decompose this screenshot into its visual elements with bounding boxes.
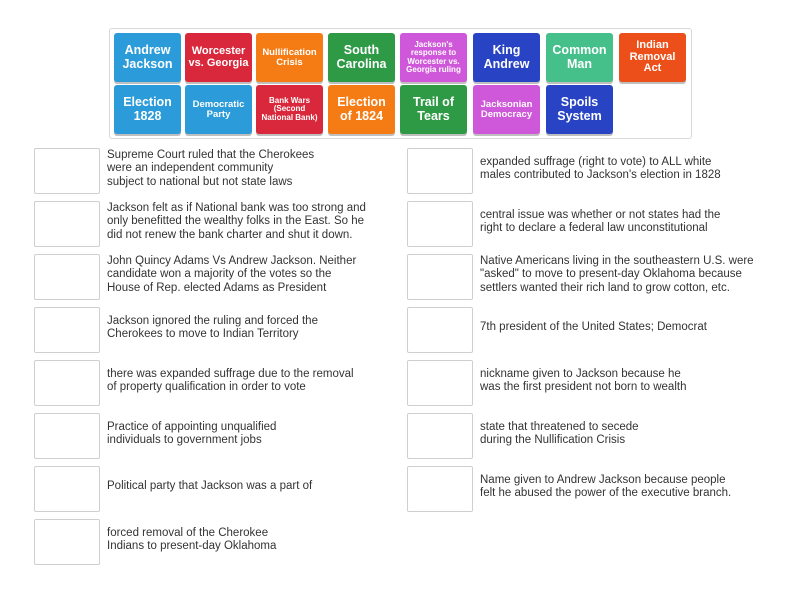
tile-label: Trail of Tears bbox=[413, 95, 454, 123]
tile-label: Spoils System bbox=[557, 95, 602, 123]
definition-left-8: forced removal of the Cherokee Indians to present-day Oklahoma bbox=[107, 526, 277, 552]
definition-left-3: John Quincy Adams Vs Andrew Jackson. Neither candidate won a majority of the votes so the House of Rep. elected Adams as President bbox=[107, 254, 357, 294]
drop-slot-left-3[interactable] bbox=[34, 254, 100, 300]
drop-slot-right-4[interactable] bbox=[407, 307, 473, 353]
definition-right-5: nickname given to Jackson because he was the first president not born to wealth bbox=[480, 367, 687, 393]
drop-slot-left-1[interactable] bbox=[34, 148, 100, 194]
tile-south-carolina[interactable] bbox=[328, 33, 395, 82]
tile-jacksonian-democracy[interactable] bbox=[473, 85, 540, 134]
tile-jacksons-response[interactable] bbox=[400, 33, 467, 82]
definition-left-2: Jackson felt as if National bank was too strong and only benefitted the wealthy folks in the East. So he did not renew the bank charter and shut it down. bbox=[107, 201, 366, 241]
tile-label: Jacksonian Democracy bbox=[480, 98, 533, 120]
tile-label: Indian Removal Act bbox=[629, 39, 676, 75]
tile-label: Election 1828 bbox=[123, 95, 172, 123]
drop-slot-left-6[interactable] bbox=[34, 413, 100, 459]
definition-right-3: Native Americans living in the southeastern U.S. were "asked" to move to present-day Oklahoma because settlers wanted their rich land to grow cotton, etc. bbox=[480, 254, 754, 294]
drop-slot-right-5[interactable] bbox=[407, 360, 473, 406]
drop-slot-left-7[interactable] bbox=[34, 466, 100, 512]
definition-right-4: 7th president of the United States; Democrat bbox=[480, 321, 707, 334]
tile-label: South Carolina bbox=[336, 43, 387, 71]
tile-andrew-jackson[interactable] bbox=[114, 33, 181, 82]
drop-slot-right-6[interactable] bbox=[407, 413, 473, 459]
drop-slot-right-1[interactable] bbox=[407, 148, 473, 194]
tile-election-1828[interactable] bbox=[114, 85, 181, 134]
tile-nullification-crisis[interactable] bbox=[256, 33, 323, 82]
drop-slot-right-2[interactable] bbox=[407, 201, 473, 247]
drop-slot-left-5[interactable] bbox=[34, 360, 100, 406]
tile-spoils-system[interactable] bbox=[546, 85, 613, 134]
drop-slot-left-8[interactable] bbox=[34, 519, 100, 565]
tile-worcester-vs-georgia[interactable] bbox=[185, 33, 252, 82]
tile-indian-removal-act[interactable] bbox=[619, 33, 686, 82]
tile-election-of-1824[interactable] bbox=[328, 85, 395, 134]
definition-left-1: Supreme Court ruled that the Cherokees were an independent community subject to national but not state laws bbox=[107, 148, 315, 188]
drop-slot-right-7[interactable] bbox=[407, 466, 473, 512]
answer-bank bbox=[109, 28, 692, 139]
tile-bank-wars[interactable] bbox=[256, 85, 323, 134]
tile-label: Worcester vs. Georgia bbox=[188, 44, 249, 69]
drop-slot-right-3[interactable] bbox=[407, 254, 473, 300]
tile-label: Nullification Crisis bbox=[262, 46, 317, 68]
definition-left-6: Practice of appointing unqualified individuals to government jobs bbox=[107, 420, 277, 446]
drop-slot-left-4[interactable] bbox=[34, 307, 100, 353]
tile-label: Common Man bbox=[552, 43, 607, 71]
tile-label: King Andrew bbox=[483, 43, 530, 71]
definition-right-1: expanded suffrage (right to vote) to ALL white males contributed to Jackson's election in 1828 bbox=[480, 155, 721, 181]
tile-common-man[interactable] bbox=[546, 33, 613, 82]
tile-label: Democratic Party bbox=[192, 98, 245, 120]
tile-democratic-party[interactable] bbox=[185, 85, 252, 134]
definition-left-4: Jackson ignored the ruling and forced the Cherokees to move to Indian Territory bbox=[107, 314, 318, 340]
definition-right-6: state that threatened to secede during the Nullification Crisis bbox=[480, 420, 639, 446]
definition-left-7: Political party that Jackson was a part of bbox=[107, 480, 313, 493]
tile-label: Jackson's response to Worcester vs. Georgia ruling bbox=[406, 39, 461, 74]
drop-slot-left-2[interactable] bbox=[34, 201, 100, 247]
tile-label: Andrew Jackson bbox=[122, 43, 173, 71]
tile-king-andrew[interactable] bbox=[473, 33, 540, 82]
tile-trail-of-tears[interactable] bbox=[400, 85, 467, 134]
tile-label: Bank Wars (Second National Bank) bbox=[261, 95, 318, 122]
definition-right-7: Name given to Andrew Jackson because people felt he abused the power of the executive branch. bbox=[480, 473, 732, 499]
tile-label: Election of 1824 bbox=[337, 95, 386, 123]
definition-left-5: there was expanded suffrage due to the removal of property qualification in order to vote bbox=[107, 367, 354, 393]
definition-right-2: central issue was whether or not states had the right to declare a federal law unconstitutional bbox=[480, 208, 721, 234]
